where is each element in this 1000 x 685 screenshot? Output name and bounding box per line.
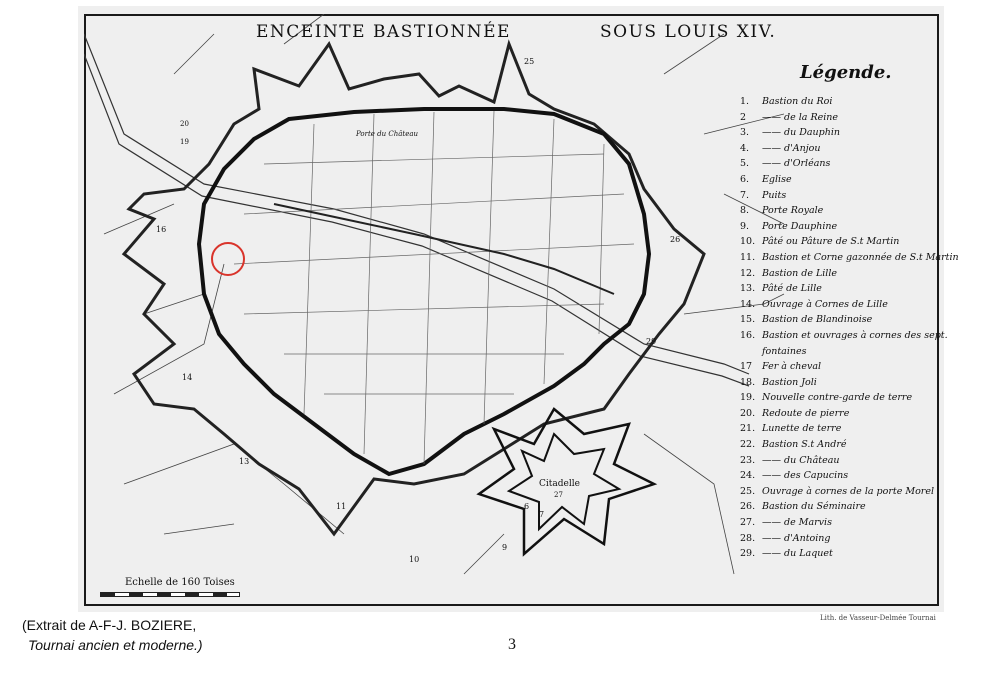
label-porte-chateau: Porte du Château (356, 130, 419, 138)
legend-item (740, 328, 948, 344)
label-10: 10 (409, 555, 420, 564)
legend-item-text: —— du Laquet (762, 548, 833, 560)
legend-item-text: Bastion et ouvrages à cornes des sept. (762, 329, 948, 341)
legend-item (740, 344, 940, 360)
legend-item (740, 453, 940, 469)
legend-item-number: 25. (740, 485, 756, 497)
legend-item-text: Ouvrage à Cornes de Lille (762, 298, 888, 310)
legend-item-text: Ouvrage à cornes de la porte Morel (762, 485, 934, 497)
legend-item-number: 26. (740, 501, 756, 513)
legend-item-text: Bastion du Séminaire (762, 501, 866, 513)
legend-item-number: 12. (740, 267, 756, 279)
legend-item-text: Fer à cheval (762, 361, 822, 373)
legend-item-text: —— du Château (762, 454, 840, 466)
legend-item-text: Eglise (762, 173, 792, 185)
street (244, 304, 604, 314)
legend-item-text: —— des Capucins (762, 470, 849, 482)
legend-item (740, 390, 940, 406)
legend-list (740, 94, 959, 562)
street (424, 112, 434, 464)
legend-item-text: Porte Royale (762, 205, 824, 217)
legend-item (740, 156, 940, 172)
legend-item (740, 172, 940, 188)
legend-item-number (740, 344, 762, 360)
legend-item (740, 141, 940, 157)
scale-bar (100, 592, 240, 597)
legend-item (740, 468, 940, 484)
label-citadelle: Citadelle (539, 479, 580, 489)
street (304, 124, 314, 414)
main-street (274, 204, 614, 294)
legend-item-number: 18. (740, 376, 756, 388)
legend-item-number: 5. (740, 158, 750, 170)
legend-item-text: Pâté de Lille (762, 283, 822, 295)
street (364, 114, 374, 454)
legend-item-number: 13. (740, 283, 756, 295)
road (114, 264, 224, 394)
legend-item-number: 14. (740, 298, 756, 310)
street (544, 119, 554, 384)
legend-item-text: Bastion du Roi (762, 96, 833, 107)
legend-item-number: 16. (740, 329, 756, 341)
legend-item-number: 20. (740, 407, 756, 419)
legend-item (740, 515, 940, 531)
legend-item (740, 437, 940, 453)
label-7: 7 (539, 510, 545, 519)
legend-item-text: —— du Dauphin (762, 127, 840, 139)
legend-item (740, 359, 940, 375)
legend-heading: Légende. (800, 62, 892, 83)
legend-item-number: 21. (740, 423, 756, 435)
legend-item-number: 1. (740, 96, 750, 107)
legend-item-text: Porte Dauphine (762, 220, 838, 232)
citation-line: (Extrait de A-F-J. BOZIERE, (22, 617, 197, 633)
legend-item-number: 24. (740, 470, 756, 482)
legend-item-text: Puits (762, 189, 787, 201)
highlight-circle (212, 243, 244, 275)
label-29: 29 (646, 337, 657, 346)
legend-item-text: —— d'Orléans (762, 158, 831, 170)
legend-item-number: 2 (740, 111, 747, 123)
label-11: 11 (336, 502, 347, 511)
legend-item (740, 219, 940, 235)
lithographer-imprint: Lith. de Vasseur-Delmée Tournai (820, 614, 936, 622)
legend-item-text: Nouvelle contre-garde de terre (762, 392, 913, 404)
legend-item-text: Lunette de terre (762, 423, 842, 435)
label-citadelle-num: 27 (554, 491, 563, 499)
legend-item (740, 234, 940, 250)
label-16: 16 (156, 225, 167, 234)
legend-item-number: 28. (740, 532, 756, 544)
legend-item-text: —— d'Antoing (762, 532, 831, 544)
street (234, 244, 634, 264)
label-25: 25 (524, 57, 535, 66)
legend-item-number: 7. (740, 189, 750, 201)
map-title-left: ENCEINTE BASTIONNÉE (256, 22, 511, 42)
legend-item-number: 10. (740, 236, 756, 248)
legend-item-text: Bastion S.t André (762, 439, 847, 451)
legend-item (740, 312, 940, 328)
legend-item (740, 110, 940, 126)
legend-item (740, 250, 959, 266)
legend-item-text: —— de la Reine (762, 111, 839, 123)
street (264, 154, 604, 164)
street (244, 194, 624, 214)
label-9: 9 (502, 543, 508, 552)
legend-item-text: Redoute de pierre (762, 407, 850, 419)
legend-item (740, 94, 940, 110)
legend-item (740, 531, 940, 547)
page-number: 3 (508, 636, 516, 653)
legend-item-number: 22. (740, 439, 756, 451)
street (484, 111, 494, 424)
legend-item (740, 281, 940, 297)
legend-item (740, 203, 940, 219)
legend-item-number: 8. (740, 205, 750, 217)
legend-item-number: 3. (740, 127, 750, 139)
legend-item-number: 9. (740, 220, 750, 232)
legend-item-number: 27. (740, 517, 756, 529)
road (124, 444, 347, 534)
legend-item (740, 375, 940, 391)
road (644, 434, 734, 574)
legend-item-number: 11. (740, 251, 756, 263)
scale-label: Echelle de 160 Toises (125, 577, 235, 588)
label-13: 13 (239, 457, 250, 466)
label-19: 19 (180, 138, 189, 146)
legend-item (740, 125, 940, 141)
street (599, 144, 604, 334)
legend-item-number: 17 (740, 361, 753, 373)
label-14: 14 (182, 373, 193, 382)
legend-item-text: Bastion de Blandinoise (762, 314, 873, 326)
legend-item-text: —— d'Anjou (762, 142, 821, 154)
legend-item (740, 266, 940, 282)
legend-item-text: fontaines (762, 345, 807, 357)
legend-item-text: Bastion Joli (762, 376, 817, 388)
citation (22, 615, 203, 655)
citation-book-title: Tournai ancien et moderne.) (28, 637, 203, 653)
label-20: 20 (180, 120, 189, 128)
road (164, 524, 234, 534)
legend-item-text: Bastion et Corne gazonnée de S.t Martin (762, 251, 959, 263)
legend-item (740, 499, 940, 515)
legend-item-number: 6. (740, 173, 750, 185)
legend-item-number: 15. (740, 314, 756, 326)
road (144, 294, 204, 314)
legend-item (740, 188, 940, 204)
road (174, 34, 214, 74)
river-bank-north (84, 34, 749, 374)
legend-item-text: Bastion de Lille (762, 267, 838, 279)
label-26: 26 (670, 235, 681, 244)
road (464, 534, 504, 574)
label-6: 6 (524, 502, 530, 511)
outer-bastion-trace (124, 44, 704, 534)
legend-item-text: Pâté ou Pâture de S.t Martin (762, 236, 900, 248)
legend-item (740, 421, 940, 437)
legend-item-text: —— de Marvis (762, 517, 832, 529)
legend-item (740, 546, 940, 562)
river (84, 34, 749, 386)
legend-item-number: 4. (740, 142, 750, 154)
legend-item (740, 484, 940, 500)
legend-item-number: 19. (740, 392, 756, 404)
legend-item-number: 23. (740, 454, 756, 466)
legend-item-number: 29. (740, 548, 756, 560)
map-title-right: SOUS LOUIS XIV. (600, 22, 777, 42)
legend-item (740, 297, 940, 313)
legend-item (740, 406, 940, 422)
